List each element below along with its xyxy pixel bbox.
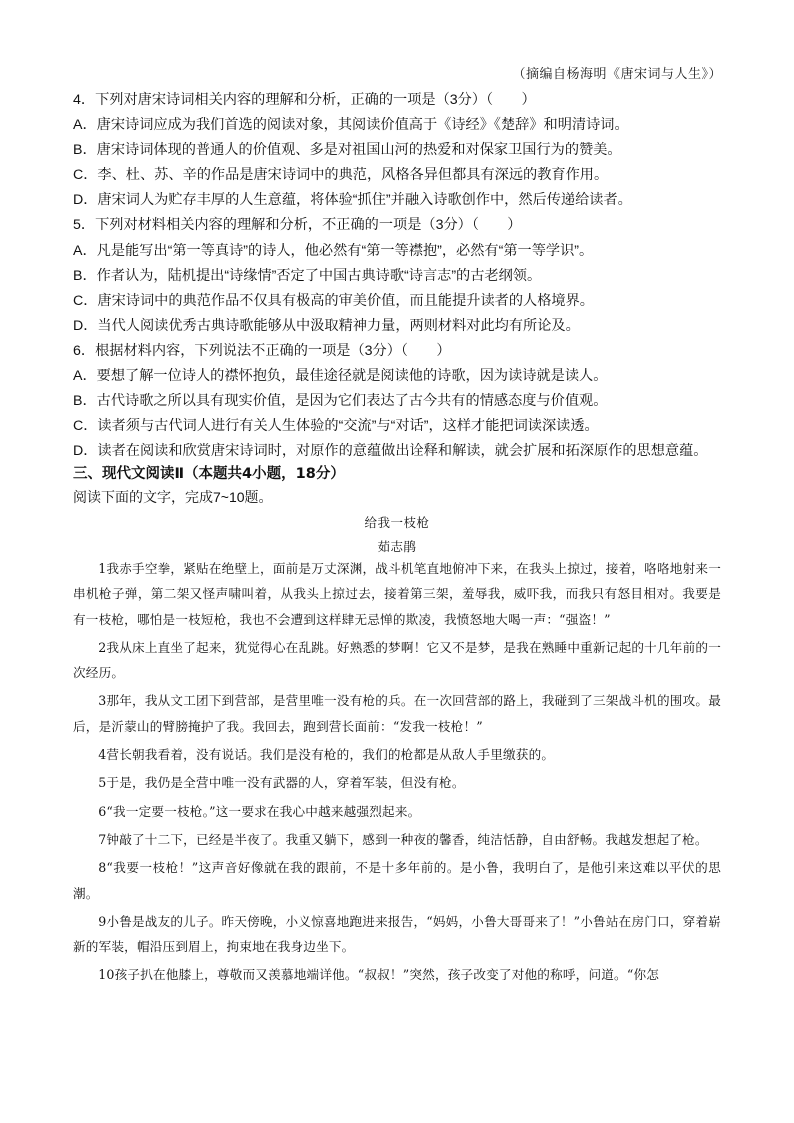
question-option: D．读者在阅读和欣赏唐宋诗词时，对原作的意蕴做出诠释和解读，就会扩展和拓深原作的思想意蕴。 [73, 443, 708, 460]
section-heading: 三、现代文阅读Ⅱ（本题共4小题，18分） [73, 466, 345, 482]
story-paragraph: 10孩子扒在他膝上，尊敬而又羡慕地端详他。“叔叔！”突然，孩子改变了对他的称呼，问道。“你怎 [98, 967, 660, 983]
story-text [73, 556, 721, 991]
question-option: B．作者认为，陆机提出“诗缘情”否定了中国古典诗歌“诗言志”的古老纲领。 [73, 267, 542, 284]
question-stem: 4．下列对唐宋诗词相关内容的理解和分析，正确的一项是（3分）（ ） [73, 92, 536, 108]
story-paragraph: 6“我一定要一枝枪。”这一要求在我心中越来越强烈起来。 [98, 803, 421, 819]
question-option: C．唐宋诗词中的典范作品不仅具有极高的审美价值，而且能提升读者的人格境界。 [73, 292, 594, 309]
story-paragraph: 7钟敲了十二下，已经是半夜了。我重又躺下，感到一种夜的馨香，纯洁恬静，自由舒畅。我越发想起了枪。 [98, 831, 708, 847]
question-option: A．要想了解一位诗人的襟怀抱负，最佳途径就是阅读他的诗歌，因为读诗就是读人。 [73, 368, 608, 385]
question-stem: 6．根据材料内容，下列说法不正确的一项是（3分）（ ） [73, 342, 451, 359]
questions-block [73, 88, 733, 464]
question-option: C．李、杜、苏、辛的作品是唐宋诗词中的典范，风格各异但都具有深远的教育作用。 [73, 167, 609, 184]
question-stem: 5．下列对材料相关内容的理解和分析，不正确的一项是（3分）（ ） [73, 217, 522, 234]
question-option: B．唐宋诗词体现的普通人的价值观、多是对祖国山河的热爱和对保家卫国行为的赞美。 [73, 142, 622, 159]
source-citation: （摘编自杨海明《唐宋词与人生》） [512, 67, 722, 82]
question-option: C．读者须与古代词人进行有关人生体验的“交流”与“对话”，这样才能把词读深读透。 [73, 418, 599, 435]
story-paragraph: 4营长朝我看着，没有说话。我们是没有枪的，我们的枪都是从敌人手里缴获的。 [98, 747, 555, 763]
story-paragraph: 1我赤手空拳，紧贴在绝壁上，面前是万丈深渊，战斗机笔直地俯冲下来，在我头上掠过，接着，咯咯地射来一串机枪子弹，第二架又怪声啸叫着，从我头上掠过去，接着第三架，羞辱我，威吓我，而我只有怒目相对。我要是有一枝枪，哪怕是一枝短枪，我也不会遭到这样肆无忌惮的欺凌，我愤怒地大喝一声：“强盗！” [73, 561, 721, 627]
question-option: D．唐宋词人为贮存丰厚的人生意蕴，将体验“抓住”并融入诗歌创作中，然后传递给读者。 [73, 192, 632, 209]
story-paragraph: 3那年，我从文工团下到营部，是营里唯一没有枪的兵。在一次回营部的路上，我碰到了三架战斗机的围攻。最后，是沂蒙山的臂膀掩护了我。我回去，跑到营长面前：“发我一枝枪！” [73, 693, 721, 734]
story-paragraph: 8“我要一枝枪！”这声音好像就在我的跟前，不是十多年前的。是小鲁，我明白了，是他引来这难以平伏的思潮。 [73, 860, 721, 901]
story-title: 给我一枝枪 [364, 515, 430, 530]
question-option: A．凡是能写出“第一等真诗”的诗人，他必然有“第一等襟抱”，必然有“第一等学识”。 [73, 242, 594, 259]
story-author: 茹志鹃 [377, 539, 417, 554]
question-option: B．古代诗歌之所以具有现实价值，是因为它们表达了古今共有的情感态度与价值观。 [73, 393, 608, 410]
story-paragraph: 9小鲁是战友的儿子。昨天傍晚，小义惊喜地跑进来报告，“妈妈，小鲁大哥哥来了！”小鲁站在房门口，穿着崭新的军装，帽沿压到眉上，拘束地在我身边坐下。 [73, 913, 721, 955]
question-option: D．当代人阅读优秀古典诗歌能够从中汲取精神力量，两则材料对此均有所论及。 [73, 317, 580, 334]
question-option: A．唐宋诗词应成为我们首选的阅读对象，其阅读价值高于《诗经》《楚辞》和明清诗词。 [73, 117, 629, 134]
story-paragraph: 2我从床上直坐了起来，犹觉得心在乱跳。好熟悉的梦啊！它又不是梦，是我在熟睡中重新记起的十几年前的一次经历。 [73, 639, 721, 681]
section-instructions: 阅读下面的文字，完成7~10题。 [73, 489, 273, 505]
story-paragraph: 5于是，我仍是全营中唯一没有武器的人，穿着军装，但没有枪。 [98, 775, 465, 791]
